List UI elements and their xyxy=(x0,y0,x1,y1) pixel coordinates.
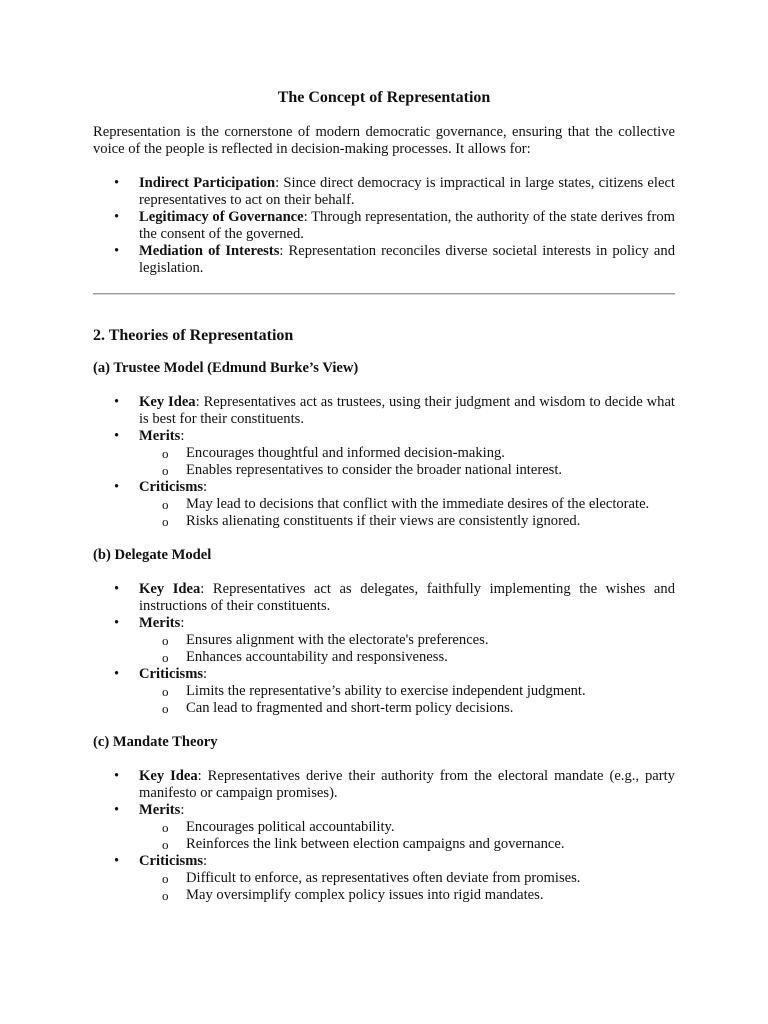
key-idea-label: Key Idea xyxy=(139,768,198,784)
key-idea-text: : Representatives derive their authority from the electoral mandate (e.g., party manifesto or campaign promises). xyxy=(139,768,675,801)
criticism-text: Difficult to enforce, as representatives often deviate from promises. xyxy=(186,870,581,886)
merit-text: Encourages political accountability. xyxy=(186,819,395,835)
model-list xyxy=(93,394,675,530)
term-text: : Representation reconciles diverse societal interests in policy and legislation. xyxy=(139,243,675,276)
merits-label: Merits xyxy=(139,615,181,631)
criticisms-label: Criticisms xyxy=(139,479,204,495)
bullet-marker: • xyxy=(114,479,120,495)
horizontal-divider xyxy=(93,293,675,295)
merits-list xyxy=(139,819,675,853)
bullet-marker: • xyxy=(114,428,120,444)
criticisms-label: Criticisms xyxy=(139,666,204,682)
list-item xyxy=(93,666,675,717)
merit-text: Encourages thoughtful and informed decision-making. xyxy=(186,445,505,461)
key-idea-text: : Representatives act as delegates, faithfully implementing the wishes and instructions of their constituents. xyxy=(139,581,675,614)
sub-bullet-marker: o xyxy=(162,820,169,835)
sub-list-item xyxy=(93,836,675,853)
bullet-marker: • xyxy=(114,768,120,784)
sub-list-item xyxy=(93,683,675,700)
key-idea-text: : Representatives act as trustees, using their judgment and wisdom to decide what is best for their constituents. xyxy=(139,394,675,427)
merits-list xyxy=(139,632,675,666)
list-item xyxy=(93,175,675,209)
term-text: : Since direct democracy is impractical in large states, citizens elect representatives to act on their behalf. xyxy=(139,175,675,208)
sub-bullet-marker: o xyxy=(162,497,169,512)
sub-list-item xyxy=(93,513,675,530)
criticisms-list xyxy=(139,496,675,530)
document-page xyxy=(93,88,675,921)
section-heading: 2. Theories of Representation xyxy=(93,327,294,344)
term-label: Indirect Participation xyxy=(139,175,276,191)
merit-text: Reinforces the link between election campaigns and governance. xyxy=(186,836,565,852)
criticisms-list xyxy=(139,870,675,904)
bullet-marker: • xyxy=(114,243,120,259)
term-label: Mediation of Interests xyxy=(139,243,280,259)
sub-list-item xyxy=(93,649,675,666)
list-item xyxy=(93,802,675,853)
criticisms-list xyxy=(139,683,675,717)
list-item xyxy=(93,479,675,530)
key-idea-label: Key Idea xyxy=(139,394,196,410)
list-item xyxy=(93,853,675,904)
merits-label: Merits xyxy=(139,428,181,444)
bullet-marker: • xyxy=(114,615,120,631)
page-title: The Concept of Representation xyxy=(277,89,491,106)
term-label: Legitimacy of Governance xyxy=(139,209,304,225)
criticism-text: Risks alienating constituents if their views are consistently ignored. xyxy=(186,513,581,529)
model-heading: (a) Trustee Model (Edmund Burke’s View) xyxy=(93,360,359,376)
list-item xyxy=(93,243,675,277)
bullet-marker: • xyxy=(114,209,120,225)
model-section-mandate xyxy=(93,734,675,904)
bullet-marker: • xyxy=(114,853,120,869)
sub-bullet-marker: o xyxy=(162,633,169,648)
model-heading: (b) Delegate Model xyxy=(93,547,212,563)
merits-label: Merits xyxy=(139,802,181,818)
sub-list-item xyxy=(93,462,675,479)
bullet-marker: • xyxy=(114,175,120,191)
sub-bullet-marker: o xyxy=(162,888,169,903)
intro-paragraph: Representation is the cornerstone of modern democratic governance, ensuring that the collective voice of the people is reflected in decision-making processes. It allows for: xyxy=(93,124,675,157)
merits-list xyxy=(139,445,675,479)
sub-bullet-marker: o xyxy=(162,650,169,665)
bullet-marker: • xyxy=(114,394,120,410)
list-item xyxy=(93,428,675,479)
bullet-marker: • xyxy=(114,581,120,597)
sub-list-item xyxy=(93,700,675,717)
criticism-text: Limits the representative’s ability to exercise independent judgment. xyxy=(186,683,586,699)
key-idea-label: Key Idea xyxy=(139,581,201,597)
sub-bullet-marker: o xyxy=(162,837,169,852)
merit-text: Enhances accountability and responsiveness. xyxy=(186,649,448,665)
model-heading: (c) Mandate Theory xyxy=(93,734,218,750)
model-section-delegate xyxy=(93,547,675,717)
list-item xyxy=(93,768,675,802)
criticism-text: Can lead to fragmented and short-term policy decisions. xyxy=(186,700,514,716)
sub-list-item xyxy=(93,445,675,462)
sub-list-item xyxy=(93,632,675,649)
criticisms-label: Criticisms xyxy=(139,853,204,869)
sub-bullet-marker: o xyxy=(162,514,169,529)
term-text: : Through representation, the authority of the state derives from the consent of the governed. xyxy=(139,209,676,242)
colon: : xyxy=(180,615,185,631)
merit-text: Enables representatives to consider the broader national interest. xyxy=(186,462,563,478)
model-list xyxy=(93,768,675,904)
colon: : xyxy=(203,666,208,682)
list-item xyxy=(93,394,675,428)
model-section-trustee xyxy=(93,360,675,530)
sub-list-item xyxy=(93,496,675,513)
merit-text: Ensures alignment with the electorate's preferences. xyxy=(186,632,489,648)
colon: : xyxy=(180,428,185,444)
sub-bullet-marker: o xyxy=(162,701,169,716)
list-item xyxy=(93,581,675,615)
sub-bullet-marker: o xyxy=(162,446,169,461)
sub-list-item xyxy=(93,887,675,904)
sub-bullet-marker: o xyxy=(162,463,169,478)
bullet-marker: • xyxy=(114,802,120,818)
sub-list-item xyxy=(93,819,675,836)
colon: : xyxy=(203,853,208,869)
sub-bullet-marker: o xyxy=(162,684,169,699)
criticism-text: May lead to decisions that conflict with the immediate desires of the electorate. xyxy=(186,496,650,512)
model-list xyxy=(93,581,675,717)
sub-list-item xyxy=(93,870,675,887)
colon: : xyxy=(180,802,185,818)
intro-list xyxy=(93,175,675,277)
criticism-text: May oversimplify complex policy issues into rigid mandates. xyxy=(186,887,544,903)
list-item xyxy=(93,615,675,666)
sub-bullet-marker: o xyxy=(162,871,169,886)
list-item xyxy=(93,209,675,243)
bullet-marker: • xyxy=(114,666,120,682)
colon: : xyxy=(203,479,208,495)
